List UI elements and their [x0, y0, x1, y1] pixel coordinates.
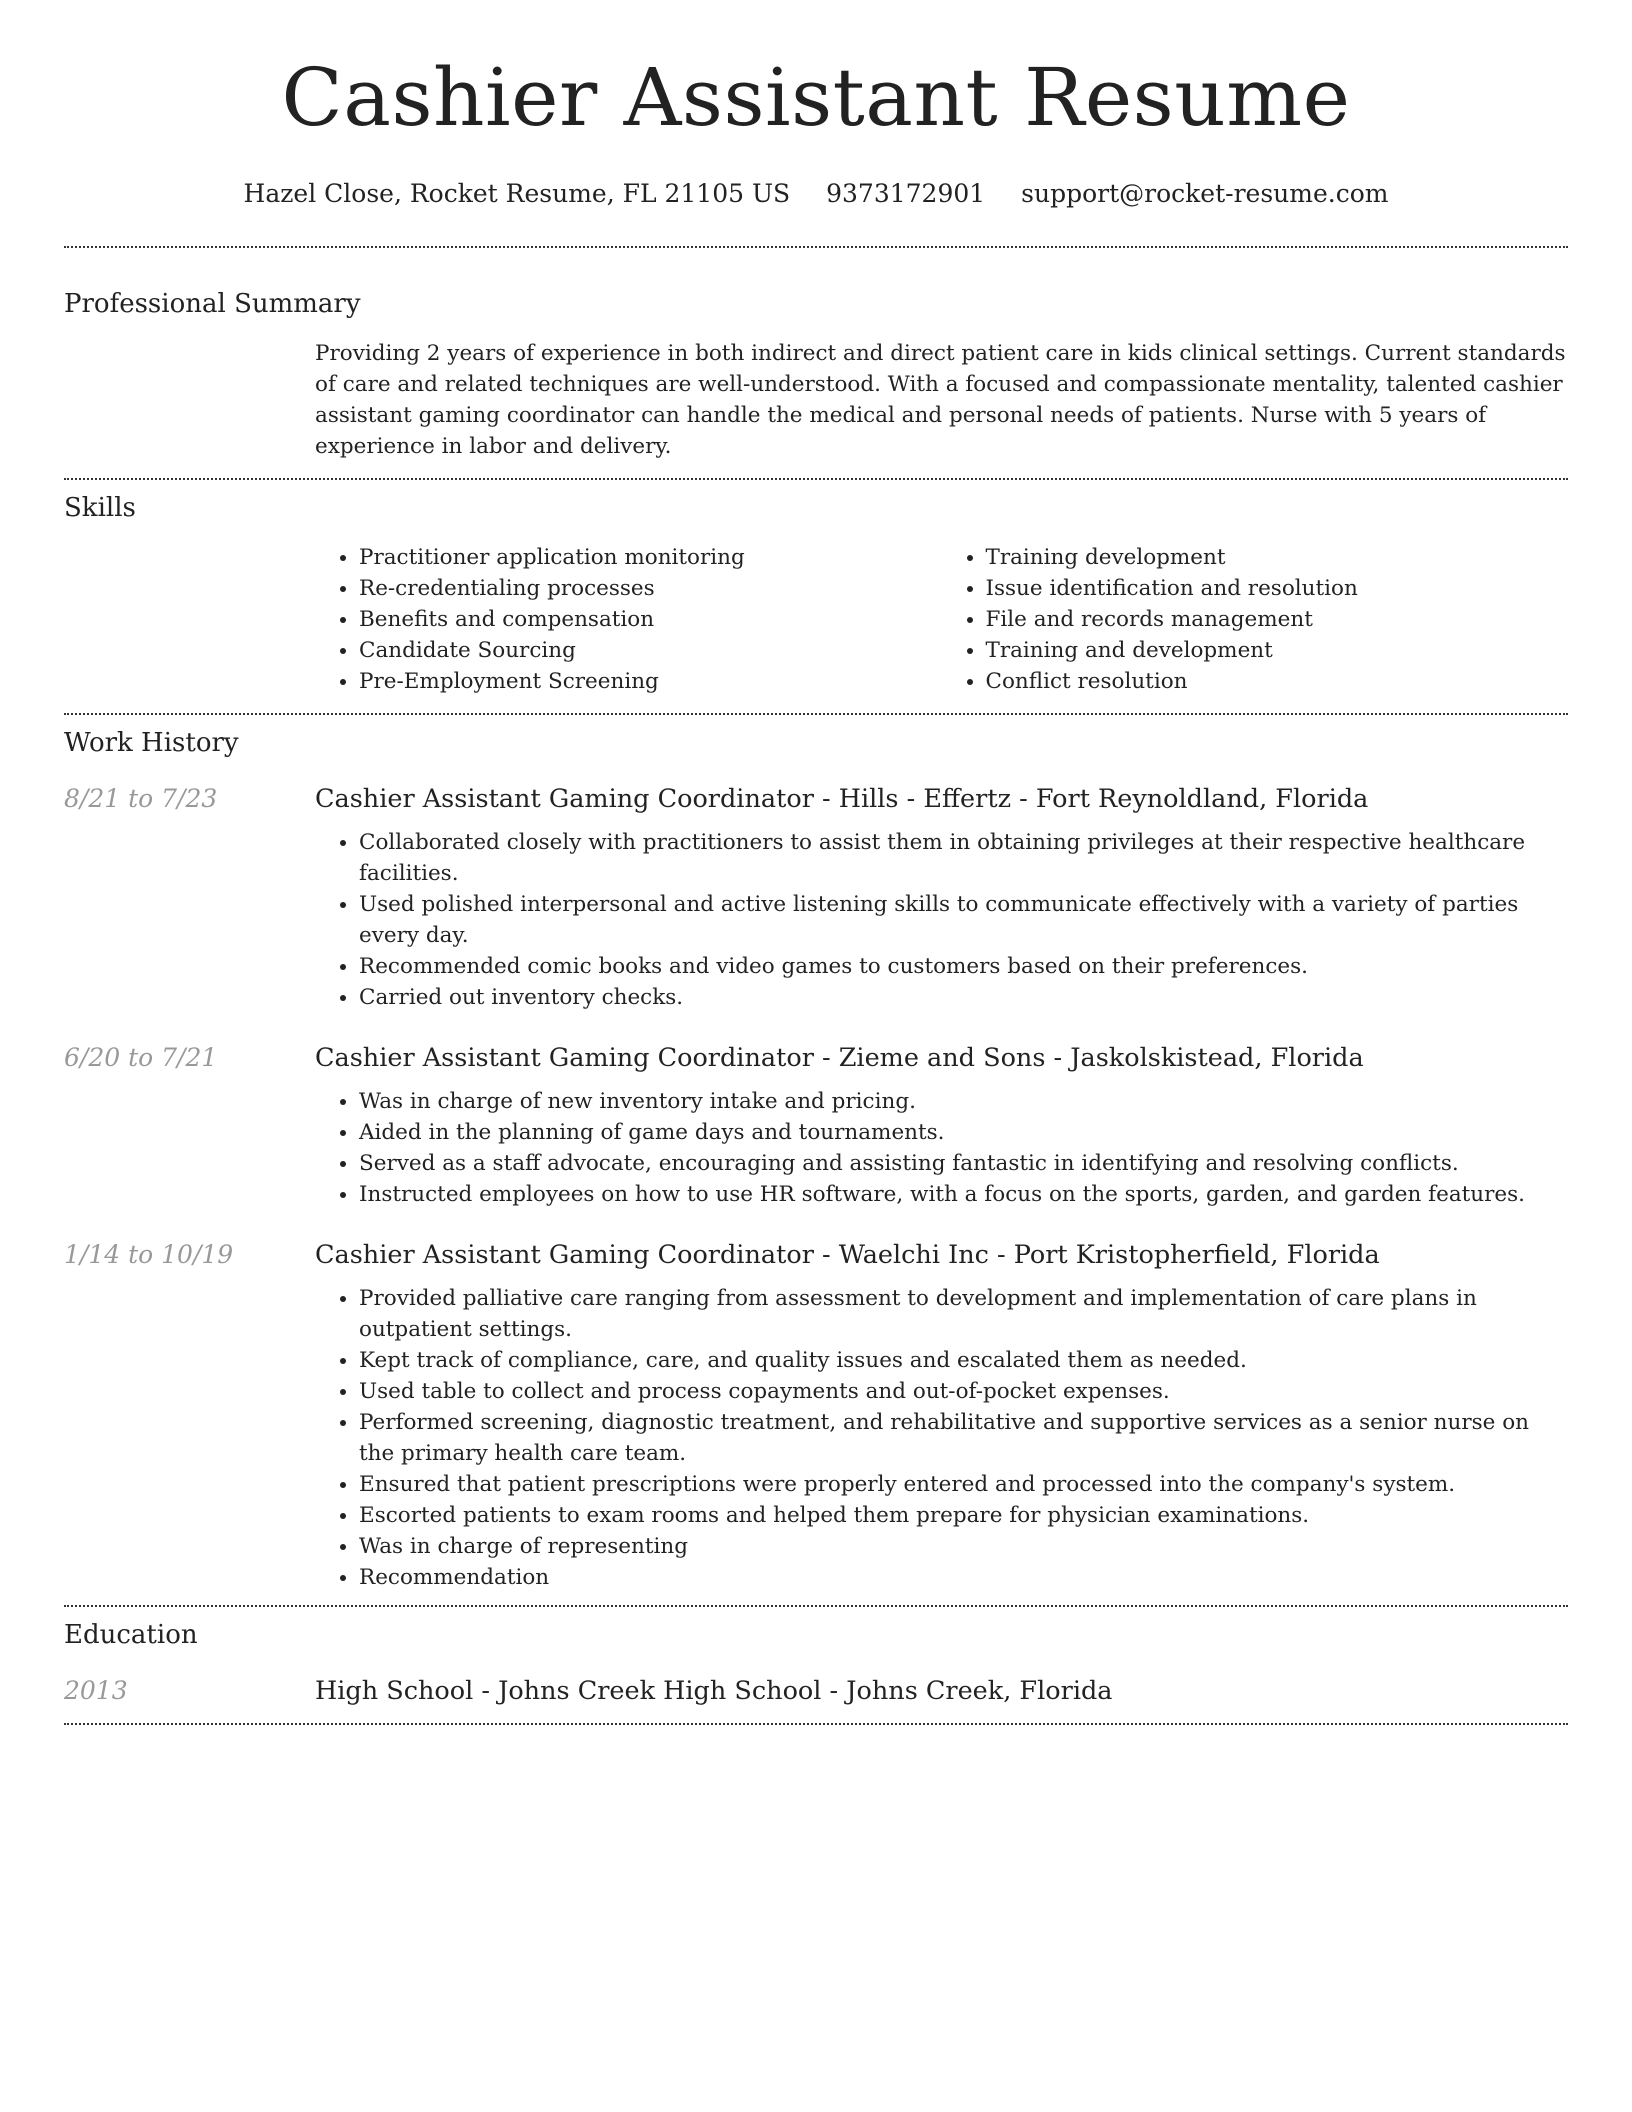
job-bullets: [315, 1283, 1568, 1593]
job-bullet: • Ensured that patient prescriptions were properly entered and processed into the company's system.: [359, 1469, 1568, 1500]
job-bullet: • Served as a staff advocate, encouraging and assisting fantastic in identifying and resolving conflicts.: [359, 1148, 1568, 1179]
education-section: [64, 1607, 1568, 1723]
summary-text: Providing 2 years of experience in both indirect and direct patient care in kids clinical settings. Current standards of care and related techniques are well-understood. With a focused and compassionate mentality, talented cashier assistant gaming coordinator can handle the medical and personal needs of patients. Nurse with 5 years of experience in labor and delivery.: [315, 341, 1566, 459]
job-bullet: • Performed screening, diagnostic treatment, and rehabilitative and supportive services as a senior nurse on the primary health care team.: [359, 1407, 1568, 1469]
job-entry: [64, 1237, 1568, 1605]
skills-heading: Skills: [64, 493, 136, 523]
job-title: Cashier Assistant Gaming Coordinator - Waelchi Inc - Port Kristopherfield, Florida: [315, 1240, 1380, 1270]
job-dates: 8/21 to 7/23: [64, 784, 218, 813]
job-bullet: • Recommended comic books and video games to customers based on their preferences.: [359, 951, 1568, 982]
job-bullet: • Carried out inventory checks.: [359, 982, 1568, 1013]
resume-title: Cashier Assistant Resume: [281, 51, 1351, 144]
skill-item: • File and records management: [986, 604, 1569, 635]
skill-item: • Pre-Employment Screening: [359, 666, 942, 697]
job-bullet: • Instructed employees on how to use HR software, with a focus on the sports, garden, and garden features.: [359, 1179, 1568, 1210]
job-bullet: • Used table to collect and process copayments and out-of-pocket expenses.: [359, 1376, 1568, 1407]
job-bullets: [315, 1086, 1568, 1210]
job-dates: 6/20 to 7/21: [64, 1043, 218, 1072]
education-year: 2013: [64, 1676, 128, 1705]
work-history-section: [64, 715, 1568, 1605]
job-bullet: • Collaborated closely with practitioners to assist them in obtaining privileges at their respective healthcare facilities.: [359, 827, 1568, 889]
contact-address: Hazel Close, Rocket Resume, FL 21105 US: [243, 179, 791, 208]
skill-item: • Issue identification and resolution: [986, 573, 1569, 604]
education-heading: Education: [64, 1620, 198, 1650]
summary-section: [64, 248, 1568, 478]
job-title: Cashier Assistant Gaming Coordinator - Zieme and Sons - Jaskolskistead, Florida: [315, 1043, 1364, 1073]
job-bullet: • Was in charge of new inventory intake and pricing.: [359, 1086, 1568, 1117]
contact-phone: 9373172901: [826, 179, 986, 208]
contact-email: support@rocket-resume.com: [1021, 179, 1389, 208]
job-bullet: • Used polished interpersonal and active listening skills to communicate effectively with a variety of parties every day.: [359, 889, 1568, 951]
skill-item: • Benefits and compensation: [359, 604, 942, 635]
job-bullet: • Kept track of compliance, care, and quality issues and escalated them as needed.: [359, 1345, 1568, 1376]
job-dates: 1/14 to 10/19: [64, 1240, 234, 1269]
work-history-heading: Work History: [64, 728, 239, 758]
skill-item: • Re-credentialing processes: [359, 573, 942, 604]
job-title: Cashier Assistant Gaming Coordinator - Hills - Effertz - Fort Reynoldland, Florida: [315, 784, 1369, 814]
job-bullet: • Escorted patients to exam rooms and helped them prepare for physician examinations.: [359, 1500, 1568, 1531]
skill-item: • Conflict resolution: [986, 666, 1569, 697]
job-bullet: • Aided in the planning of game days and tournaments.: [359, 1117, 1568, 1148]
job-bullet: • Provided palliative care ranging from assessment to development and implementation of care plans in outpatient settings.: [359, 1283, 1568, 1345]
skill-item: • Practitioner application monitoring: [359, 542, 942, 573]
education-entry: [64, 1673, 1568, 1723]
job-bullet: • Was in charge of representing: [359, 1531, 1568, 1562]
contact-info: [64, 176, 1568, 212]
job-bullets: [315, 827, 1568, 1013]
section-divider: [64, 1723, 1568, 1725]
summary-heading: Professional Summary: [64, 289, 361, 319]
job-bullet: • Recommendation: [359, 1562, 1568, 1593]
education-title: High School - Johns Creek High School - Johns Creek, Florida: [315, 1676, 1113, 1706]
job-entry: [64, 781, 1568, 1013]
skill-item: • Training and development: [986, 635, 1569, 666]
skills-list-left: [315, 542, 942, 697]
skill-item: • Training development: [986, 542, 1569, 573]
job-entry: [64, 1040, 1568, 1210]
skills-section: [64, 480, 1568, 713]
skills-list-right: [942, 542, 1569, 697]
skill-item: • Candidate Sourcing: [359, 635, 942, 666]
